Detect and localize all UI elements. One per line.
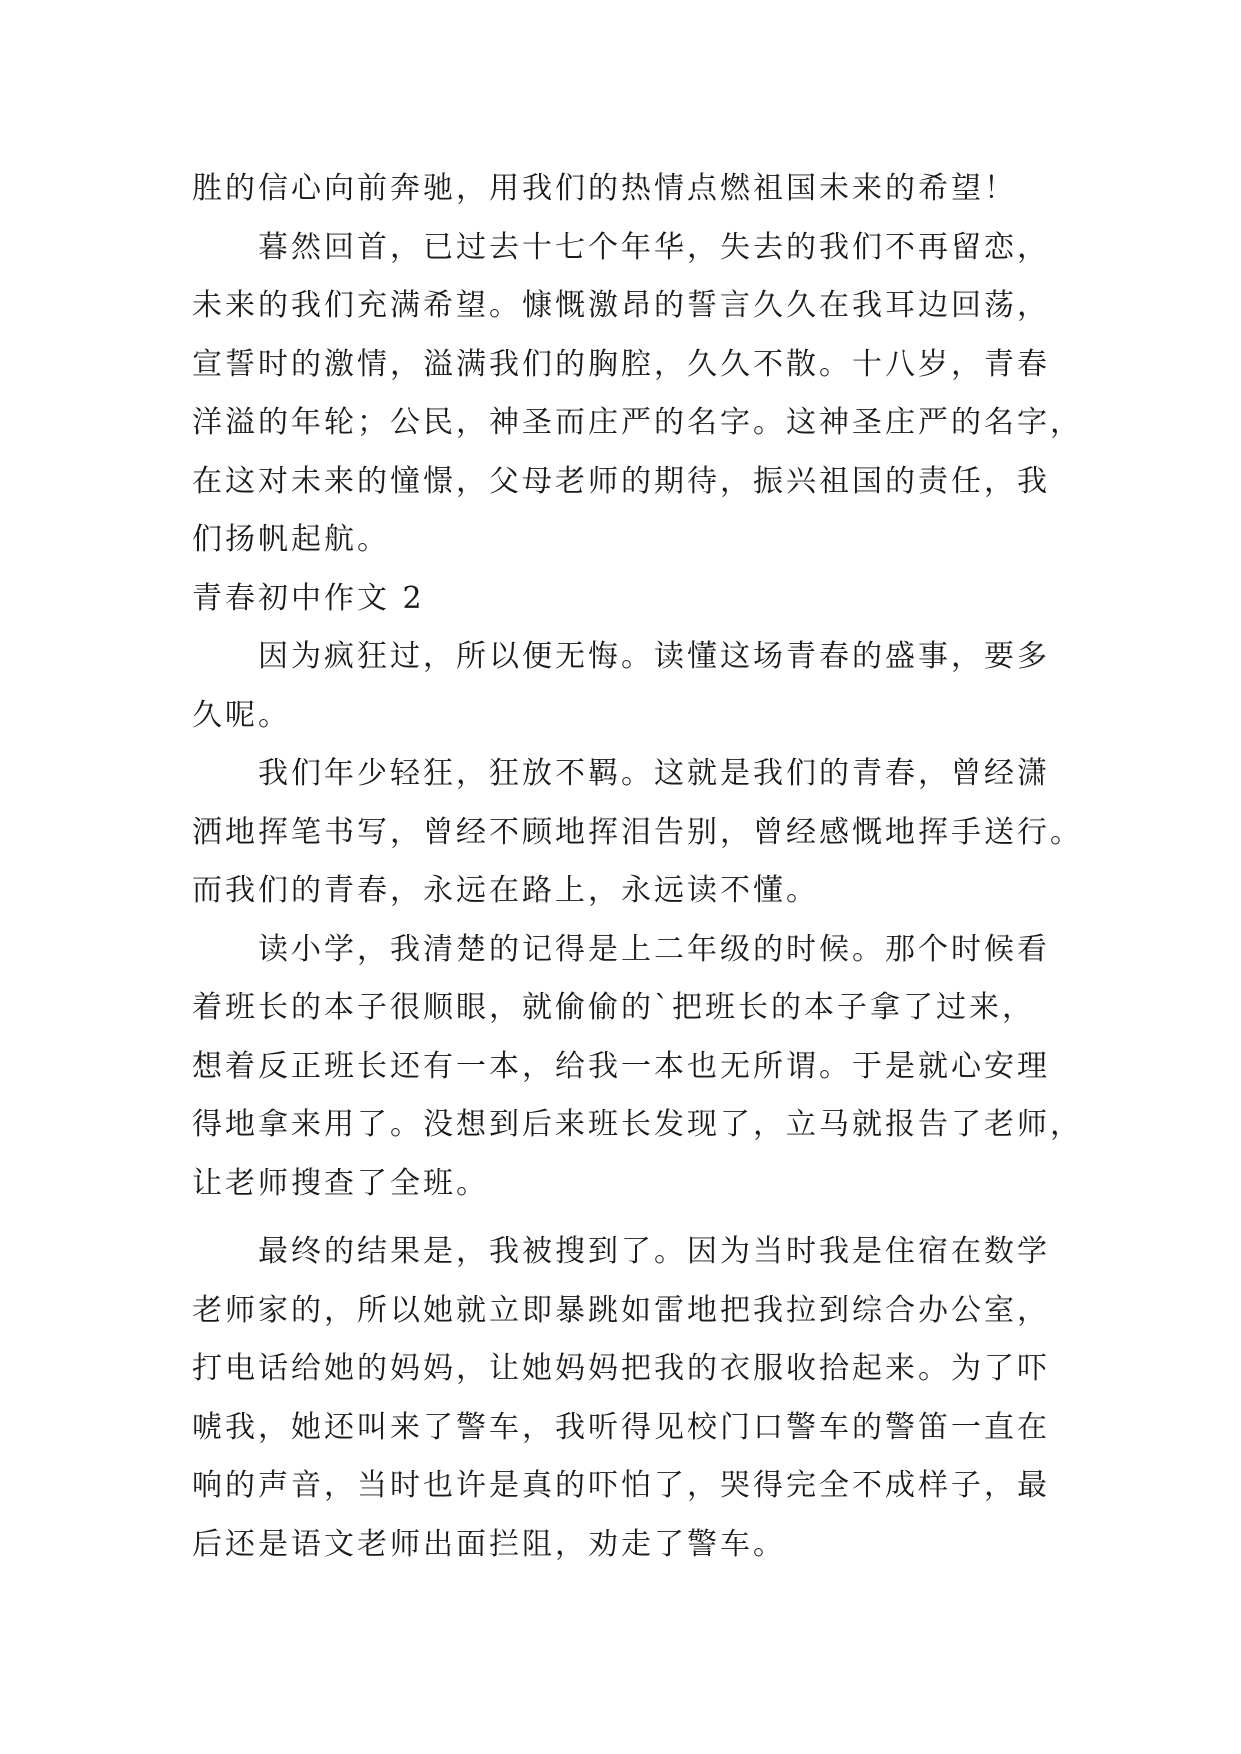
text-line: 而我们的青春，永远在路上，永远读不懂。 bbox=[192, 873, 819, 908]
text-line: 老师家的，所以她就立即暴跳如雷地把我拉到综合办公室， bbox=[192, 1292, 1050, 1328]
text-line: 未来的我们充满希望。慷慨激昂的誓言久久在我耳边回荡， bbox=[192, 288, 1050, 323]
text-line: 在这对未来的憧憬，父母老师的期待，振兴祖国的责任，我 bbox=[192, 463, 1050, 499]
text-line: 宣誓时的激情，溢满我们的胸腔，久久不散。十八岁，青春 bbox=[192, 346, 1050, 382]
paragraph-spacer bbox=[192, 1213, 1052, 1223]
text-line: 着班长的本子很顺眼，就偷偷的`把班长的本子拿了过来， bbox=[192, 990, 1035, 1025]
text-line: 们扬帆起航。 bbox=[192, 522, 390, 557]
text-line: 唬我，她还叫来了警车，我听得见校门口警车的警笛一直在 bbox=[192, 1409, 1050, 1445]
text-line: 因为疯狂过，所以便无悔。读懂这场青春的盛事，要多 bbox=[258, 639, 1050, 674]
document-body bbox=[192, 160, 1083, 1574]
text-line: 读小学，我清楚的记得是上二年级的时候。那个时候看 bbox=[258, 931, 1050, 967]
text-line: 久呢。 bbox=[192, 697, 291, 733]
text-line: 洋溢的年轮；公民，神圣而庄严的名字。这神圣庄严的名字， bbox=[192, 405, 1083, 440]
text-line: 暮然回首，已过去十七个年华，失去的我们不再留恋， bbox=[258, 229, 1050, 265]
section-heading: 青春初中作文 2 bbox=[192, 580, 425, 616]
text-line: 后还是语文老师出面拦阻，劝走了警车。 bbox=[192, 1526, 786, 1562]
text-line: 让老师搜查了全班。 bbox=[192, 1165, 489, 1201]
text-line: 我们年少轻狂，狂放不羁。这就是我们的青春，曾经潇 bbox=[258, 756, 1050, 791]
text-line: 最终的结果是，我被搜到了。因为当时我是住宿在数学 bbox=[258, 1234, 1050, 1269]
text-line: 得地拿来用了。没想到后来班长发现了，立马就报告了老师， bbox=[192, 1107, 1083, 1142]
text-line: 想着反正班长还有一本，给我一本也无所谓。于是就心安理 bbox=[192, 1048, 1050, 1084]
text-line: 打电话给她的妈妈，让她妈妈把我的衣服收拾起来。为了吓 bbox=[192, 1351, 1050, 1386]
text-line: 洒地挥笔书写，曾经不顾地挥泪告别，曾经感慨地挥手送行。 bbox=[192, 814, 1083, 850]
text-line: 胜的信心向前奔驰，用我们的热情点燃祖国未来的希望！ bbox=[192, 171, 1017, 206]
text-line: 响的声音，当时也许是真的吓怕了，哭得完全不成样子，最 bbox=[192, 1468, 1050, 1503]
